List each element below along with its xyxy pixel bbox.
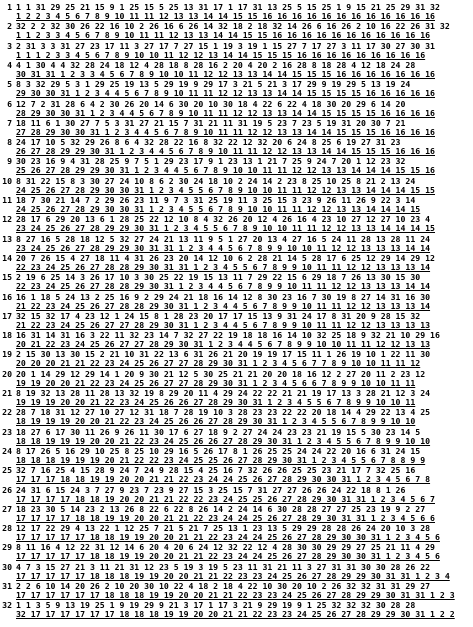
table-row	[0, 177, 473, 196]
table-row	[0, 235, 473, 254]
table-row	[0, 389, 473, 408]
table-row	[0, 563, 473, 582]
row-values-bottom: 19 19 19 20 20 21 22 23 24 25 26 26 27 28 29 30 31 1 2 3 4 5 5 6 7 8 9 9 10 10 11	[16, 398, 416, 407]
row-values-bottom: 22 23 24 25 26 27 28 28 29 30 31 1 2 3 4 4 5 6 7 8 9 9 10 11 11 12 12 13 13 13 14 14	[16, 282, 431, 292]
table-row	[0, 408, 473, 427]
row-values-top: 8 27 16 5 28 18 12 5 32 27 24 21 13 11 9 5 1 27 20 13 4 27 16 5 24 11 28 13 28 11 24	[16, 234, 431, 244]
table-row	[0, 273, 473, 292]
row-number: 24	[2, 445, 12, 456]
table-row	[0, 119, 473, 138]
row-values-bottom: 23 24 25 26 27 28 29 29 30 31 31 1 2 3 4 4 5 6 7 8 9 9 10 10 11 12 12 13 13 13 14 14	[16, 243, 431, 253]
table-row	[0, 215, 473, 234]
table-row	[0, 3, 473, 22]
row-values-top: 28 7 18 31 12 27 10 27 12 31 18 7 28 19 10 3 28 23 23 22 22 20 18 14 4 29 22 13 4 25	[16, 408, 431, 418]
row-values-bottom: 17 17 17 17 18 18 19 19 20 20 21 21 22 23 24 24 25 26 27 28 29 30 31 31 1 2 3 4 5 6 6	[16, 513, 435, 523]
row-number: 23	[2, 426, 12, 437]
row-values-bottom: 21 22 23 24 25 26 27 27 28 29 30 31 1 2 3 4 4 5 6 7 8 9 9 10 11 11 12 12 13 13 13 13	[16, 320, 431, 330]
row-values-top: 20 7 26 15 4 27 18 11 4 31 26 23 20 14 12 10 6 2 28 21 14 5 28 17 6 25 12 29 14 29 12	[16, 253, 435, 263]
row-number: 25	[2, 465, 12, 476]
row-values-bottom: 17 17 17 17 17 18 18 19 19 20 20 21 21 22 23 24 24 25 26 27 28 29 30 30 31 1 2 3 4 5 6	[16, 552, 440, 562]
row-values-top: 32 15 32 17 4 23 12 1 24 15 8 1 28 23 20 17 17 15 13 9 31 24 17 8 31 20 9 28 15 32	[16, 311, 421, 321]
row-number: 32	[2, 600, 12, 611]
row-values-bottom: 25 26 27 28 29 29 30 31 1 2 3 4 4 5 6 7 8 9 10 10 11 11 12 12 13 13 14 14 14 15 15 16	[16, 166, 435, 176]
row-values-bottom: 20 20 20 21 21 22 23 24 25 26 27 27 28 29 30 31 1 2 3 4 5 6 7 7 8 9 10 10 11 11 12	[16, 359, 421, 369]
row-values-bottom: 26 27 28 29 29 30 31 1 2 3 4 4 5 6 7 8 9 10 11 11 12 12 13 13 14 14 15 15 15 16 16 16	[16, 147, 435, 157]
row-number: 3	[7, 40, 12, 51]
table-row	[0, 486, 473, 505]
table-row	[0, 370, 473, 389]
row-values-top: 4 1 30 4 4 32 28 24 18 12 4 28 18 8 28 16 2 20 4 20 2 16 28 8 18 28 4 12 18 24 28	[16, 60, 416, 70]
row-values-bottom: 23 24 25 26 27 28 29 29 30 31 1 2 3 4 5 5 6 7 8 9 10 10 11 11 12 12 13 13 14 14 14 15	[16, 224, 435, 234]
row-values-top: 2 19 6 25 14 3 26 17 10 3 30 25 22 19 15 13 11 7 29 22 15 6 29 18 7 26 13 30 15 30	[16, 273, 421, 283]
table-row	[0, 543, 473, 562]
row-number: 9	[7, 156, 12, 167]
row-number: 22	[2, 407, 12, 418]
table-row	[0, 428, 473, 447]
table-row	[0, 582, 473, 601]
table-row	[0, 61, 473, 80]
row-values-top: 18 11 6 1 30 27 7 5 3 31 27 21 15 7 31 21 11 31 19 5 23 7 23 5 19 31 20 30 7 21	[16, 118, 406, 128]
row-values-top: 28 17 6 29 20 13 6 1 28 25 22 12 10 8 4 32 26 20 12 4 26 16 4 23 10 27 12 27 10 23 4	[16, 215, 431, 225]
row-number: 18	[2, 330, 12, 341]
row-values-top: 8 17 26 5 16 29 10 25 8 25 10 29 16 5 26 17 8 1 26 25 25 24 24 22 20 16 6 31 24 15	[16, 446, 421, 456]
row-number: 4	[7, 59, 12, 70]
row-values-top: 16 1 18 5 24 13 2 25 16 9 2 29 24 21 18 16 14 12 8 30 23 16 7 30 19 8 27 14 31 16 30	[16, 292, 431, 302]
row-values-bottom: 18 18 19 19 19 20 20 21 22 23 24 25 26 26 27 28 29 30 31 1 2 3 4 5 5 6 7 8 9 9 10 10	[16, 436, 431, 446]
row-number: 1	[7, 2, 12, 12]
row-number: 31	[2, 581, 12, 591]
row-number: 17	[2, 310, 12, 321]
table-row	[0, 293, 473, 312]
row-values-top: 32 7 16 25 4 15 28 9 24 7 24 9 28 15 4 25 16 7 32 26 26 25 25 23 21 17 7 32 25 16	[16, 466, 416, 476]
row-values-bottom: 27 28 29 30 30 31 1 2 3 4 4 5 6 7 8 9 10 11 11 12 12 13 13 14 14 15 15 15 16 16 16 16	[16, 127, 435, 137]
row-values-top: 18 23 30 5 14 23 2 13 26 8 22 6 22 8 26 14 2 24 14 6 30 28 28 27 27 25 23 19 9 2 27	[16, 504, 426, 514]
row-number: 7	[7, 117, 12, 128]
row-values-top: 18 27 6 17 30 11 26 9 26 11 30 17 6 27 18 9 2 27 24 24 23 23 21 19 15 5 30 23 14 5	[16, 427, 421, 437]
row-values-top: 16 31 14 31 16 3 22 11 32 23 14 7 32 27 22 19 18 18 16 14 10 32 25 18 9 32 21 10 29 16	[16, 331, 440, 341]
row-values-bottom: 28 29 30 30 31 1 2 3 4 4 5 6 7 8 9 10 11 11 12 12 13 13 14 14 15 15 15 15 16 16 16 16	[16, 108, 435, 118]
row-values-bottom: 30 31 31 1 2 3 3 4 5 6 7 8 9 10 10 11 12 12 13 13 14 14 15 15 15 16 16 16 16 16 16 16	[16, 69, 435, 79]
row-values-top: 8 3 32 29 5 3 1 29 25 19 13 5 29 19 9 29 17 3 21 5 21 3 17 29 9 19 29 5 13 19 24	[16, 80, 411, 90]
row-number: 8	[7, 137, 12, 148]
table-row	[0, 466, 473, 485]
row-number: 19	[2, 349, 12, 360]
row-values-bottom: 24 25 26 27 28 29 30 30 31 1 2 3 4 5 5 6 7 8 9 10 10 11 11 12 12 13 13 14 14 14 15 15	[16, 185, 435, 195]
table-row	[0, 331, 473, 350]
row-values-top: 8 19 32 13 28 11 28 13 32 19 8 29 20 11 4 29 24 22 22 21 21 19 17 13 3 28 21 12 3 24	[16, 389, 431, 398]
row-number: 20	[2, 368, 12, 379]
row-values-top: 12 17 22 29 4 13 22 1 12 25 7 21 5 21 7 25 13 1 23 13 5 29 29 28 28 26 24 20 10 3 28	[16, 524, 431, 534]
table-row	[0, 42, 473, 61]
row-number: 14	[2, 252, 12, 263]
row-values-bottom: 19 19 20 20 21 22 23 24 25 26 27 27 28 29 30 31 1 2 3 4 5 6 6 7 8 9 9 10 10 11 11	[16, 378, 416, 388]
row-values-bottom: 32 17 17 17 17 17 17 18 18 18 19 19 20 20 21 21 22 23 23 24 25 26 27 28 29 29 30 31 1 2 2	[16, 610, 455, 620]
row-values-bottom: 17 17 17 17 17 18 18 18 19 19 20 20 21 21 22 23 23 24 25 26 27 28 29 29 30 31 31 1 2 3 4	[16, 571, 450, 581]
row-number: 6	[7, 98, 12, 109]
row-number: 11	[2, 195, 12, 205]
row-values-top: 1 1 31 29 25 21 15 9 1 25 15 5 25 13 31 17 1 17 31 13 25 5 15 25 1 9 15 21 25 29 31 32	[16, 3, 440, 12]
row-number: 30	[2, 561, 12, 572]
row-values-bottom: 17 17 17 17 17 18 18 19 19 20 20 21 21 22 23 24 24 25 26 27 28 29 30 30 31 1 2 3 4 5 6	[16, 533, 440, 543]
table-row	[0, 100, 473, 119]
row-number: 28	[2, 523, 12, 534]
row-values-top: 20 1 14 29 12 29 14 1 20 9 30 21 12 5 30 25 21 21 20 20 18 16 12 2 27 20 11 2 23 12	[16, 369, 426, 379]
row-values-bottom: 17 17 17 17 18 18 19 20 20 21 21 22 22 23 24 25 25 26 27 28 29 30 31 31 1 2 3 4 5 6 7	[16, 494, 435, 504]
row-values-top: 12 7 2 31 28 6 4 2 30 26 20 14 6 30 20 10 30 18 4 22 6 22 4 18 30 20 29 6 14 20	[16, 99, 406, 109]
table-row	[0, 22, 473, 41]
row-number: 12	[2, 214, 12, 225]
table-row	[0, 350, 473, 369]
table-row	[0, 505, 473, 524]
row-values-bottom: 17 17 17 18 18 19 19 20 20 21 21 22 23 24 24 25 26 27 28 29 30 30 31 1 2 3 4 5 6 7 8	[16, 475, 431, 485]
row-values-bottom: 1 1 1 2 3 3 4 5 6 7 8 9 10 10 11 12 12 13 14 14 15 15 15 16 16 16 16 16 16 16 16 16	[16, 50, 426, 60]
row-values-bottom: 20 21 22 23 24 25 26 27 27 28 29 30 31 1 2 3 4 4 5 6 7 8 9 9 10 10 11 11 12 12 13 13	[16, 340, 431, 350]
row-values-bottom: 18 18 18 19 19 19 20 21 22 22 23 24 25 25 26 27 28 29 30 31 1 2 3 4 5 5 6 7 8 8 9 9	[16, 455, 426, 465]
row-values-bottom: 21 22 23 24 25 26 27 28 28 29 30 31 1 2 3 4 4 5 6 7 8 9 9 10 11 11 12 12 13 13 13 14	[16, 301, 431, 311]
table-row	[0, 157, 473, 176]
table-row	[0, 196, 473, 215]
row-values-top: 30 23 16 9 4 31 28 25 9 7 5 1 29 23 17 9 1 23 13 1 21 7 25 9 24 7 20 1 12 23 32	[16, 157, 406, 167]
row-values-bottom: 1 2 2 3 4 5 6 7 8 9 10 11 11 12 13 13 14 14 15 15 16 16 16 16 16 16 16 16 16 16 16 16	[16, 12, 435, 21]
row-values-top: 2 15 30 13 30 15 2 21 10 31 22 13 6 31 26 21 20 19 19 17 15 11 1 26 19 10 1 22 11 30	[16, 350, 431, 360]
row-number: 2	[7, 21, 12, 32]
row-values-top: 4 7 3 15 27 21 3 11 21 31 12 23 5 19 3 19 5 23 11 31 21 11 3 27 31 31 30 30 28 26 22	[16, 562, 431, 572]
row-number: 29	[2, 542, 12, 553]
table-row	[0, 138, 473, 157]
row-number: 15	[2, 272, 12, 283]
row-number: 27	[2, 503, 12, 514]
row-number: 16	[2, 291, 12, 302]
table-row	[0, 447, 473, 466]
row-values-bottom: 24 25 26 27 28 29 30 30 31 1 2 3 4 5 5 6 7 8 9 10 10 11 11 12 12 13 13 14 14 14 15	[16, 205, 421, 214]
row-values-top: 2 31 3 3 31 27 23 17 11 3 27 17 7 27 15 1 19 3 19 1 15 27 7 17 27 3 11 17 30 27 30 31	[16, 41, 435, 51]
row-values-top: 8 11 16 4 12 22 31 12 14 6 20 4 20 6 24 12 32 22 12 4 28 30 30 29 29 27 25 21 11 4 29	[16, 543, 435, 553]
row-number: 13	[2, 233, 12, 244]
row-number: 5	[7, 79, 12, 90]
row-values-top: 1 1 3 5 9 13 19 25 1 9 19 29 9 21 3 17 1 17 3 21 9 29 19 9 1 25 32 32 32 30 28 28	[16, 601, 416, 611]
row-values-bottom: 1 1 2 3 3 4 5 6 7 8 9 10 11 11 12 13 13 14 14 15 15 16 16 16 16 16 16 16 16 16 16 16	[16, 31, 431, 41]
row-values-top: 8 31 22 15 8 3 30 27 24 10 8 6 2 30 24 18 10 2 24 14 2 23 8 25 10 25 8 21 2 13 24	[16, 176, 416, 186]
table-row	[0, 80, 473, 99]
row-values-bottom: 18 19 19 19 20 20 21 22 23 24 25 26 26 27 28 29 30 31 1 2 3 4 5 5 6 7 8 9 9 10 10	[16, 417, 416, 427]
table-row	[0, 312, 473, 331]
row-values-bottom: 29 30 30 31 1 2 3 4 4 5 6 7 8 9 10 11 11 12 12 13 13 14 14 15 15 15 15 16 16 16 16 16	[16, 89, 435, 99]
row-values-top: 18 7 30 21 14 7 2 29 26 23 11 9 7 3 31 25 19 11 3 25 15 3 23 9 26 11 26 9 22 3 14	[16, 196, 416, 205]
row-values-bottom: 22 23 24 25 26 27 28 28 29 30 31 31 1 2 3 4 5 5 6 7 8 9 9 10 11 11 12 12 13 13 13 14	[16, 262, 431, 272]
row-number: 10	[2, 175, 12, 186]
row-values-bottom: 17 17 17 17 17 17 18 18 18 19 19 20 20 21 21 22 23 23 24 25 26 27 28 29 29 30 31 31 1 2 3	[16, 591, 455, 600]
table-row	[0, 524, 473, 543]
row-values-top: 32 2 2 32 30 26 22 16 10 2 26 16 6 26 14 32 18 2 18 32 14 26 6 16 26 2 10 16 22 26 31 32	[16, 22, 450, 32]
row-number: 21	[2, 388, 12, 398]
row-values-top: 24 31 6 15 24 3 7 27 9 23 7 23 9 27 15 3 25 15 7 31 27 27 26 26 24 22 18 8 1 26	[16, 485, 406, 495]
row-values-top: 24 17 10 5 32 29 26 8 6 4 32 28 22 16 8 32 22 12 32 20 6 24 8 25 6 19 27 31 23	[16, 138, 401, 148]
table-row	[0, 254, 473, 273]
table-row	[0, 601, 473, 620]
row-number: 26	[2, 484, 12, 495]
row-values-top: 2 2 6 10 14 20 26 2 10 20 30 10 22 4 18 2 18 4 22 10 30 20 10 2 26 32 32 31 31 29 27	[16, 582, 431, 591]
